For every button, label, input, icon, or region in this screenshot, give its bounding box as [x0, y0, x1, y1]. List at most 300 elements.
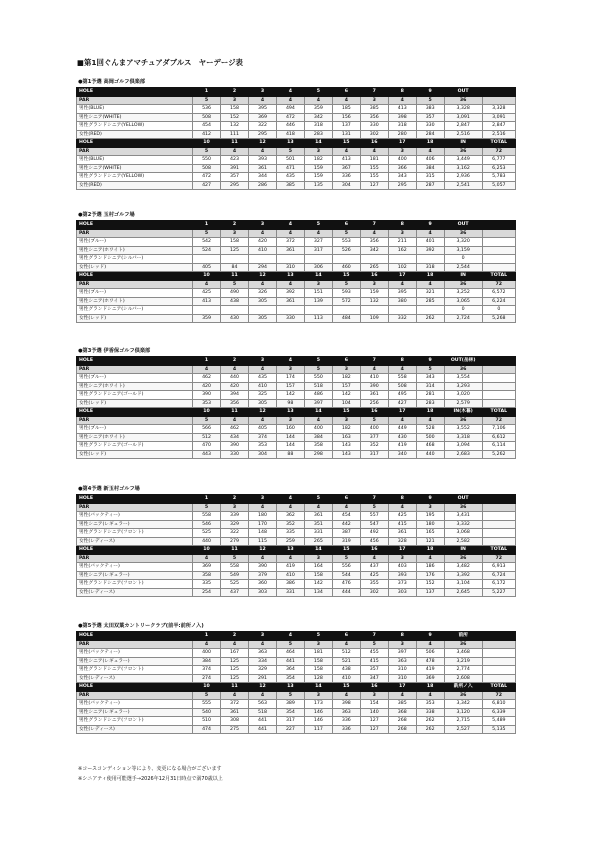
cell: 6	[332, 357, 360, 366]
cell: 4	[248, 96, 276, 105]
cell: 280	[388, 130, 416, 139]
back-hole-header-row	[77, 408, 516, 417]
front-tee-row	[77, 105, 516, 114]
row-label: 男性シニア(レギュラー)	[77, 708, 193, 717]
cell: 3,094	[444, 442, 482, 451]
cell: 413	[193, 297, 221, 306]
row-label: 男性(バックティー)	[77, 700, 193, 709]
cell: 16	[360, 408, 388, 417]
cell: 4	[221, 416, 249, 425]
cell: 413	[332, 156, 360, 165]
cell: 472	[193, 173, 221, 182]
row-label: 男性グランドシニア(フロント)	[77, 666, 193, 675]
cell: 8	[388, 632, 416, 641]
cell: 327	[304, 238, 332, 247]
row-label: 男性シニア(WHITE)	[77, 164, 193, 173]
cell: 420	[193, 382, 221, 391]
row-label: 女性(レッド)	[77, 314, 193, 323]
back-hole-header-row	[77, 546, 516, 555]
cell: 1	[193, 221, 221, 230]
cell: 4	[388, 96, 416, 105]
cell: 9	[416, 88, 444, 97]
cell: 476	[332, 580, 360, 589]
row-label: 男性グランドシニア(ゴールド)	[77, 442, 193, 451]
cell	[482, 503, 515, 512]
cell: 259	[276, 537, 304, 546]
row-label: 男性(ブルー)	[77, 374, 193, 383]
cell: 550	[304, 374, 332, 383]
cell: 317	[360, 450, 388, 459]
cell: 17	[388, 683, 416, 692]
yardage-table	[76, 87, 516, 190]
cell: 387	[332, 529, 360, 538]
cell: 3	[332, 416, 360, 425]
cell: 357	[360, 666, 388, 675]
cell: 17	[388, 408, 416, 417]
cell: 158	[221, 105, 249, 114]
cell	[482, 229, 515, 238]
cell: 4	[416, 691, 444, 700]
cell: 406	[416, 156, 444, 165]
cell: 148	[248, 529, 276, 538]
cell: 4	[332, 691, 360, 700]
back-tee-row	[77, 156, 516, 165]
cell: 6,777	[482, 156, 515, 165]
cell: 442	[332, 520, 360, 529]
front-tee-row	[77, 374, 516, 383]
row-label: HOLE	[77, 272, 193, 281]
row-label: 男性グランドシニア(フロント)	[77, 580, 193, 589]
cell: 4	[388, 416, 416, 425]
cell: 4	[388, 691, 416, 700]
cell: 227	[276, 725, 304, 734]
cell: 425	[193, 289, 221, 298]
cell	[221, 255, 249, 264]
row-label: HOLE	[77, 221, 193, 230]
cell: 8	[388, 88, 416, 97]
cell: 456	[360, 537, 388, 546]
front-hole-header-row	[77, 632, 516, 641]
cell: 5	[304, 632, 332, 641]
cell: 420	[248, 238, 276, 247]
cell	[276, 255, 304, 264]
cell: 155	[360, 173, 388, 182]
cell: 268	[388, 717, 416, 726]
cell: 419	[276, 563, 304, 572]
cell: 2,516	[444, 130, 482, 139]
cell: 13	[276, 272, 304, 281]
cell: 454	[193, 122, 221, 131]
front-tee-row	[77, 649, 516, 658]
cell: 10	[193, 272, 221, 281]
cell	[416, 255, 444, 264]
row-label: 女性(RED)	[77, 181, 193, 190]
cell: 160	[276, 425, 304, 434]
cell: 4	[248, 691, 276, 700]
cell	[482, 96, 515, 105]
row-label: 男性シニア(レギュラー)	[77, 657, 193, 666]
cell: 164	[304, 563, 332, 572]
cell: 508	[193, 113, 221, 122]
cell: 5	[332, 554, 360, 563]
cell	[482, 649, 515, 658]
footnote-condition: ※コースコンディション等により、変更になる場合がございます	[78, 766, 222, 772]
cell: 4	[360, 229, 388, 238]
cell: 262	[416, 314, 444, 323]
cell: 3	[221, 503, 249, 512]
cell: 16	[360, 546, 388, 555]
cell: 3,104	[444, 580, 482, 589]
cell: 3,328	[444, 105, 482, 114]
cell: 472	[276, 113, 304, 122]
cell: 3,392	[444, 571, 482, 580]
cell: 5	[276, 691, 304, 700]
cell: 4	[193, 365, 221, 374]
row-label: HOLE	[77, 357, 193, 366]
front-tee-row	[77, 520, 516, 529]
cell: 392	[416, 246, 444, 255]
cell	[482, 374, 515, 383]
cell: 383	[416, 105, 444, 114]
cell: 495	[388, 391, 416, 400]
row-label: 男性グランドシニア(シルバー)	[77, 306, 193, 315]
cell: 14	[304, 683, 332, 692]
cell: 403	[388, 563, 416, 572]
cell: 131	[332, 130, 360, 139]
cell: 308	[221, 717, 249, 726]
back-tee-row	[77, 588, 516, 597]
cell: 508	[388, 382, 416, 391]
back-hole-header-row	[77, 139, 516, 148]
cell: 3	[304, 640, 332, 649]
cell: 435	[276, 173, 304, 182]
cell: 2,847	[444, 122, 482, 131]
cell: 72	[482, 416, 515, 425]
cell: 3	[248, 88, 276, 97]
cell: 3,449	[444, 156, 482, 165]
cell: 401	[416, 238, 444, 247]
cell: 3,162	[444, 164, 482, 173]
cell: 389	[276, 700, 304, 709]
cell: 484	[332, 314, 360, 323]
cell: 279	[221, 537, 249, 546]
row-label: 男性(ブルー)	[77, 425, 193, 434]
cell	[388, 255, 416, 264]
cell: 3,318	[444, 433, 482, 442]
row-label: PAR	[77, 280, 193, 289]
yardage-table	[76, 220, 516, 323]
cell: 3,431	[444, 512, 482, 521]
row-label: HOLE	[77, 683, 193, 692]
cell: 3	[276, 365, 304, 374]
cell: 374	[193, 666, 221, 675]
cell: 8	[388, 357, 416, 366]
cell: 593	[332, 289, 360, 298]
cell: 2,645	[444, 588, 482, 597]
cell: 13	[276, 546, 304, 555]
cell: OUT(岳林)	[444, 357, 482, 366]
cell: 3	[304, 554, 332, 563]
cell: 5	[416, 96, 444, 105]
front-hole-header-row	[77, 357, 516, 366]
cell: 132	[221, 122, 249, 131]
cell: 185	[332, 105, 360, 114]
cell: 4	[332, 96, 360, 105]
cell: 318	[304, 122, 332, 131]
section-title: ●第5予選 太田双葉カントリークラブ(前半:前所ノ入)	[78, 623, 204, 629]
cell: TOTAL	[482, 139, 515, 148]
cell: 6,913	[482, 563, 515, 572]
back-tee-row	[77, 580, 516, 589]
yardage-table	[76, 631, 516, 734]
cell: 566	[193, 425, 221, 434]
cell: 6,724	[482, 571, 515, 580]
cell: 5	[360, 416, 388, 425]
cell: 2	[221, 357, 249, 366]
footnote-senior-tee: ※シニアティ使用可能選手→2026年12月31日時点で満70歳以上	[78, 776, 223, 782]
cell: 295	[221, 181, 249, 190]
cell: 5,135	[482, 725, 515, 734]
cell: 3,554	[444, 374, 482, 383]
row-label: PAR	[77, 96, 193, 105]
cell: 15	[332, 139, 360, 148]
cell: 344	[248, 173, 276, 182]
row-label: 女性(レディース)	[77, 537, 193, 546]
cell: 16	[360, 139, 388, 148]
cell: 2	[221, 88, 249, 97]
cell: 4	[221, 640, 249, 649]
cell: 486	[304, 391, 332, 400]
cell: 521	[332, 657, 360, 666]
row-label: PAR	[77, 416, 193, 425]
cell	[332, 255, 360, 264]
back-tee-row	[77, 314, 516, 323]
cell: 2,544	[444, 263, 482, 272]
cell: 501	[276, 156, 304, 165]
cell: 410	[248, 246, 276, 255]
cell: 306	[304, 263, 332, 272]
cell: 186	[416, 563, 444, 572]
front-tee-row	[77, 238, 516, 247]
cell: 6,224	[482, 297, 515, 306]
back-tee-row	[77, 181, 516, 190]
cell: 3	[332, 365, 360, 374]
cell: 4	[276, 503, 304, 512]
cell: 553	[332, 238, 360, 247]
cell: 336	[332, 725, 360, 734]
cell: IN	[444, 272, 482, 281]
cell: 4	[248, 365, 276, 374]
cell: 4	[193, 554, 221, 563]
row-label: HOLE	[77, 546, 193, 555]
cell: 36	[444, 554, 482, 563]
cell	[248, 306, 276, 315]
row-label: 男性シニア(ホワイト)	[77, 382, 193, 391]
row-label: PAR	[77, 365, 193, 374]
cell	[482, 657, 515, 666]
cell: 132	[360, 297, 388, 306]
cell: 4	[416, 416, 444, 425]
cell: 125	[221, 657, 249, 666]
cell: 298	[304, 450, 332, 459]
cell: 330	[360, 122, 388, 131]
cell: 369	[193, 563, 221, 572]
cell: 494	[276, 105, 304, 114]
cell: 154	[360, 700, 388, 709]
back-hole-header-row	[77, 272, 516, 281]
cell: 4	[416, 640, 444, 649]
cell: 2	[221, 221, 249, 230]
row-label: 女性(レッド)	[77, 450, 193, 459]
cell: 315	[416, 173, 444, 182]
cell: 274	[193, 674, 221, 683]
cell: 363	[248, 649, 276, 658]
cell: 342	[304, 113, 332, 122]
cell: 14	[304, 139, 332, 148]
cell: 5,057	[482, 181, 515, 190]
cell: 2,847	[482, 122, 515, 131]
cell	[482, 238, 515, 247]
row-label: 男性グランドシニア(YELLOW)	[77, 122, 193, 131]
cell: 318	[388, 122, 416, 131]
cell: 6,253	[482, 164, 515, 173]
cell	[482, 640, 515, 649]
cell: 384	[304, 433, 332, 442]
cell: 490	[221, 289, 249, 298]
cell: 518	[304, 382, 332, 391]
cell: 8	[388, 221, 416, 230]
cell	[304, 306, 332, 315]
cell: 262	[416, 725, 444, 734]
cell	[482, 391, 515, 400]
cell: 373	[388, 580, 416, 589]
cell: 386	[276, 580, 304, 589]
cell: 441	[276, 657, 304, 666]
cell	[482, 263, 515, 272]
cell: 195	[416, 512, 444, 521]
cell: 329	[221, 520, 249, 529]
cell: 180	[416, 520, 444, 529]
cell: 437	[221, 588, 249, 597]
row-label: PAR	[77, 503, 193, 512]
cell: 7	[360, 88, 388, 97]
cell: 36	[444, 640, 482, 649]
back-tee-row	[77, 571, 516, 580]
row-label: HOLE	[77, 495, 193, 504]
cell: 440	[193, 537, 221, 546]
cell: 7	[360, 495, 388, 504]
cell: 555	[193, 700, 221, 709]
cell: 335	[193, 580, 221, 589]
cell: 440	[221, 374, 249, 383]
cell: 1	[193, 495, 221, 504]
cell: 5,783	[482, 173, 515, 182]
cell: 500	[416, 433, 444, 442]
cell: 2,516	[482, 130, 515, 139]
cell: 146	[304, 708, 332, 717]
cell: 536	[193, 105, 221, 114]
cell: 525	[193, 529, 221, 538]
cell: 211	[388, 238, 416, 247]
cell	[482, 537, 515, 546]
row-label: 男性グランドシニア(フロント)	[77, 717, 193, 726]
cell: 528	[416, 425, 444, 434]
cell: 17	[388, 272, 416, 281]
cell: 14	[304, 546, 332, 555]
cell: 430	[388, 433, 416, 442]
cell: 540	[193, 708, 221, 717]
front-tee-row	[77, 263, 516, 272]
cell: 400	[193, 649, 221, 658]
cell: 322	[248, 122, 276, 131]
cell: IN(木暮)	[444, 408, 482, 417]
cell: 5	[276, 147, 304, 156]
cell: 390	[193, 391, 221, 400]
cell: 143	[332, 442, 360, 451]
cell: 405	[248, 425, 276, 434]
front-hole-header-row	[77, 88, 516, 97]
cell: 72	[482, 147, 515, 156]
front-tee-row	[77, 529, 516, 538]
cell: 3	[388, 147, 416, 156]
cell: 372	[276, 238, 304, 247]
front-hole-header-row	[77, 495, 516, 504]
cell: 390	[221, 442, 249, 451]
cell: 352	[276, 520, 304, 529]
cell: 524	[193, 246, 221, 255]
cell: 359	[304, 105, 332, 114]
cell: 11	[221, 408, 249, 417]
cell: 4	[276, 88, 304, 97]
cell: 331	[304, 529, 332, 538]
cell: 394	[221, 391, 249, 400]
cell: 321	[416, 289, 444, 298]
cell: 173	[304, 700, 332, 709]
cell: 425	[360, 571, 388, 580]
cell: 17	[388, 546, 416, 555]
cell: 329	[248, 666, 276, 675]
cell: 4	[221, 147, 249, 156]
cell: 137	[416, 588, 444, 597]
back-tee-row	[77, 297, 516, 306]
cell: 435	[248, 374, 276, 383]
front-tee-row	[77, 122, 516, 131]
cell: 363	[388, 657, 416, 666]
cell: 36	[444, 96, 482, 105]
cell: 558	[221, 563, 249, 572]
cell: 3,159	[444, 246, 482, 255]
cell: 419	[388, 442, 416, 451]
cell: 506	[416, 649, 444, 658]
back-hole-header-row	[77, 683, 516, 692]
cell: 4	[416, 280, 444, 289]
cell: 170	[248, 520, 276, 529]
cell: 142	[304, 580, 332, 589]
cell: 4	[248, 503, 276, 512]
cell: 137	[332, 122, 360, 131]
cell: 369	[248, 113, 276, 122]
cell: 前所	[444, 632, 482, 641]
cell: 125	[221, 674, 249, 683]
cell	[221, 306, 249, 315]
cell: 5,262	[482, 450, 515, 459]
cell: 287	[416, 181, 444, 190]
cell: 285	[416, 297, 444, 306]
cell: 4	[193, 280, 221, 289]
cell: 180	[248, 512, 276, 521]
cell: 410	[276, 571, 304, 580]
cell	[482, 88, 515, 97]
